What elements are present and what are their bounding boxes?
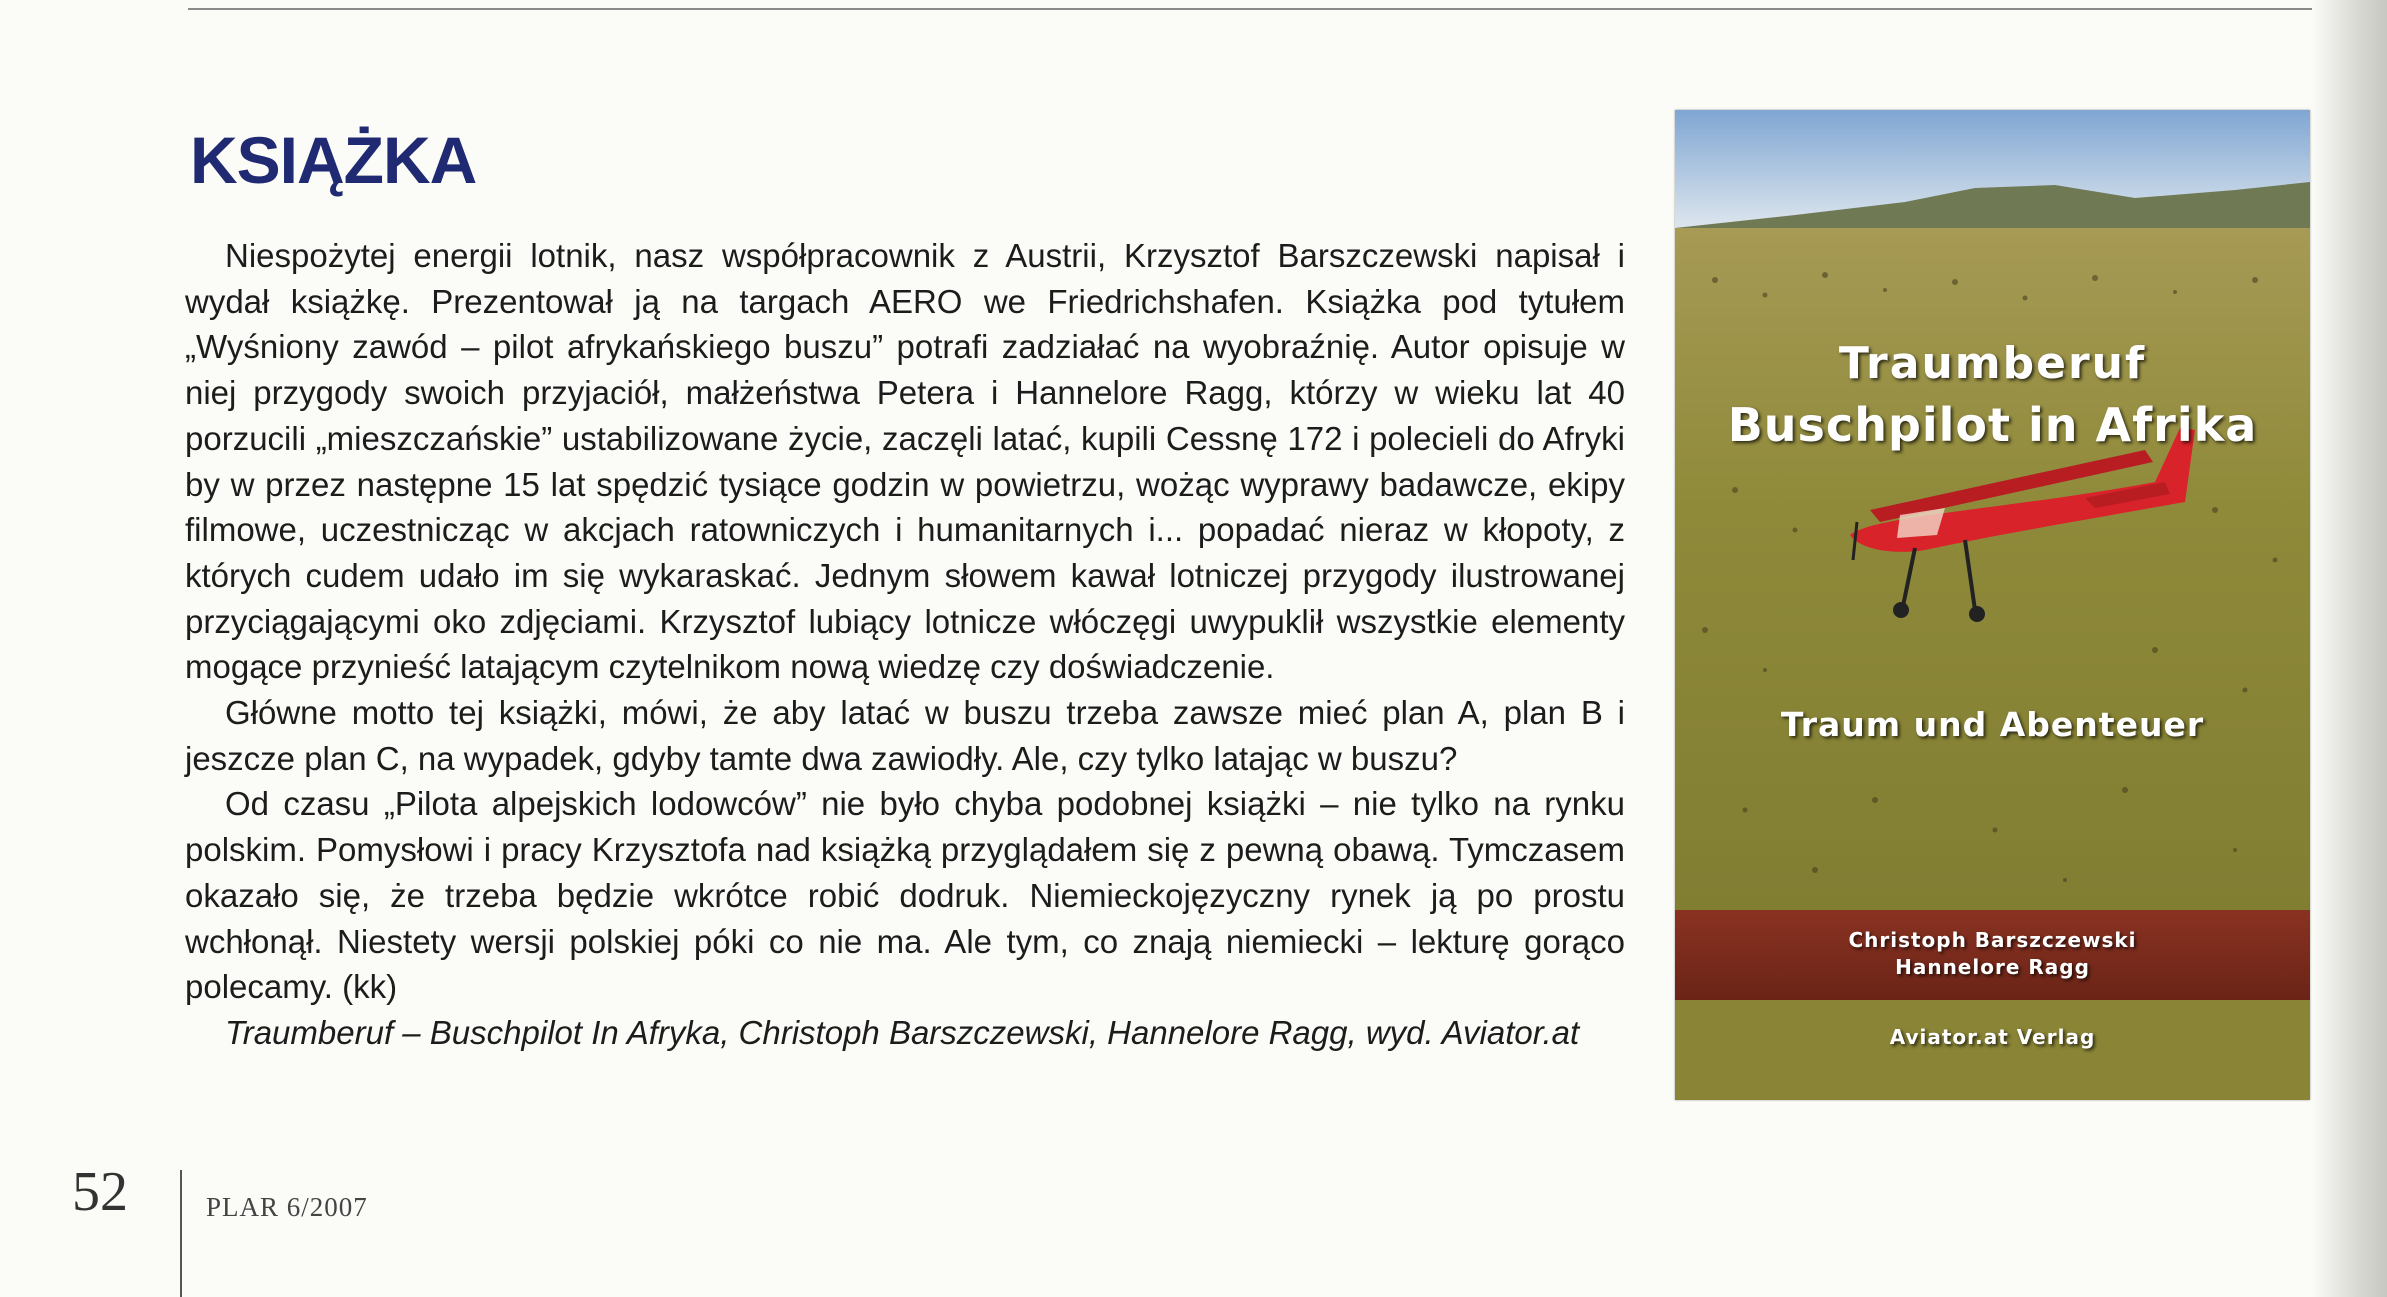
book-credit: Traumberuf – Buschpilot In Afryka, Christoph Barszczewski, Hannelore Ragg, wyd. Aviator.at <box>225 1013 1580 1051</box>
paragraph-2: Główne motto tej książki, mówi, że aby latać w buszu trzeba zawsze mieć plan A, plan B i jeszcze plan C, na wypadek, gdyby tamte dwa zawiodły. Ale, czy tylko latając w buszu? <box>185 694 1625 777</box>
lower-savanna <box>1675 1000 2310 1100</box>
paragraph-1: Niespożytej energii lotnik, nasz współpracownik z Austrii, Krzysztof Barszczewski napisał i wydał książkę. Prezentował ją na targach AERO we Friedrichshafen. Książka pod tytułem „Wyśniony zawód – pilot afrykańskiego buszu” potrafi zadziałać na wyobraźnię. Autor opisuje w niej przygody swoich przyjaciół, małżeństwa Petera i Hannelore Ragg, którzy w wieku lat 40 porzucili „mieszczańskie” ustabilizowane życie, zaczęli latać, kupili Cessnę 172 i polecieli do Afryki by w przez następne 15 lat spędzić tysiące godzin w powietrzu, wożąc wyprawy badawcze, ekipy filmowe, uczestnicząc w akcjach ratowniczych i humanitarnych i... popadać nieraz w kłopoty, z których cudem udało im się wykaraskać. Jednym słowem kawał lotniczej przygody ilustrowanej przyciągającymi oko zdjęciami. Krzysztof lubiący lotnicze włóczęgi uwypuklił wszystkie elementy mogące przynieść latającym czytelnikom nową wiedzę czy doświadczenie. <box>185 237 1625 686</box>
issue-label: PLAR 6/2007 <box>206 1192 368 1222</box>
cover-author-1: Christoph Barszczewski <box>1848 928 2137 952</box>
page-number: 52 <box>72 1161 128 1223</box>
top-rule <box>188 8 2318 10</box>
page-edge-shadow <box>2312 0 2387 1297</box>
cover-title-line2: Buschpilot in Afrika <box>1727 398 2258 452</box>
book-cover <box>1675 110 2310 1100</box>
paragraph-3: Od czasu „Pilota alpejskich lodowców” nie było chyba podobnej książki – nie tylko na rynku polskim. Pomysłowi i pracy Krzysztofa nad książką przyglądałem się z pewną obawą. Tymczasem okazało się, że trzeba będzie wkrótce robić dodruk. Niemieckojęzyczny rynek ją po prostu wchłonął. Niestety wersji polskiej póki co nie ma. Ale tym, co znają niemiecki – lekturę gorąco polecamy. (kk) <box>185 785 1625 1006</box>
article-body <box>185 233 1625 1056</box>
cover-author-2: Hannelore Ragg <box>1895 955 2090 979</box>
cover-subtitle: Traum und Abenteuer <box>1780 705 2205 744</box>
section-heading: KSIĄŻKA <box>190 123 477 197</box>
cover-title-line1: Traumberuf <box>1838 338 2147 389</box>
footer-rule <box>180 1170 182 1297</box>
cover-publisher: Aviator.at Verlag <box>1889 1025 2096 1049</box>
